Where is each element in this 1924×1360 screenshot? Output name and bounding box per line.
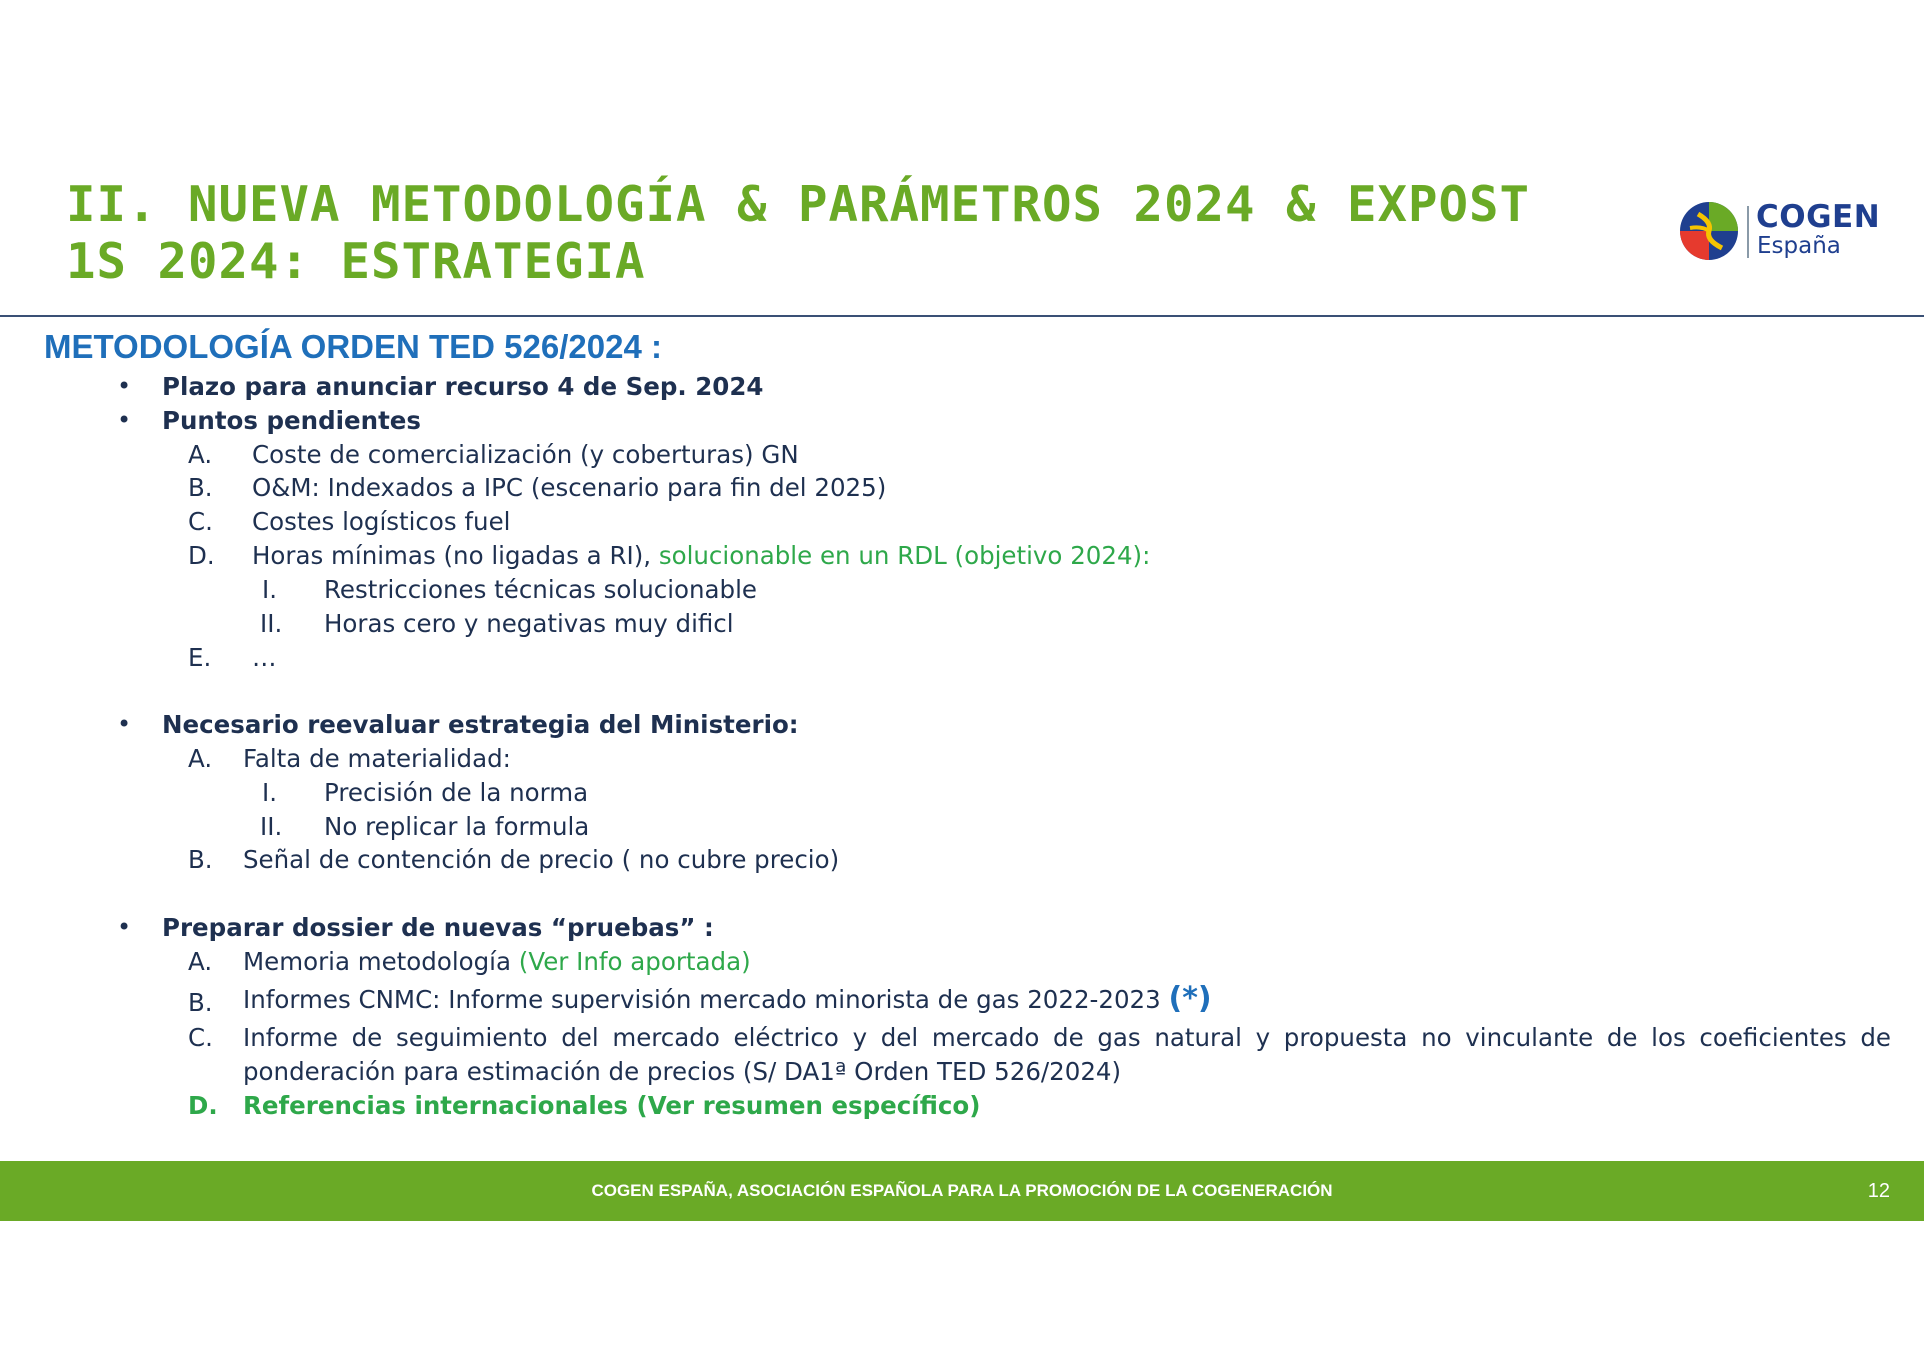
sublist-item: Horas cero y negativas muy dificl	[324, 609, 734, 638]
list-item: …	[252, 643, 277, 672]
list-item-text: Informes CNMC: Informe supervisión mercado minorista de gas 2022-2023	[243, 985, 1169, 1014]
list-marker: C.	[188, 507, 213, 536]
sublist-marker: II.	[260, 609, 283, 638]
sublist-marker: II.	[260, 812, 283, 841]
list-marker: B.	[188, 988, 213, 1017]
logo-subtitle: España	[1757, 233, 1841, 259]
bullet-reevaluate-strategy: Necesario reevaluar estrategia del Ministerio:	[162, 710, 799, 739]
bullet-glyph: •	[117, 406, 132, 434]
list-marker: D.	[188, 1091, 218, 1120]
cogen-logo	[1678, 199, 1881, 264]
list-item: Informe de seguimiento del mercado eléctrico y del mercado de gas natural y propuesta no vinculante de los coeficientes de ponderación para estimación de precios (S/ DA1ª Orden TED 526/2024)	[243, 1023, 1891, 1086]
bullet-glyph: •	[117, 372, 132, 400]
list-item: O&M: Indexados a IPC (escenario para fin del 2025)	[252, 473, 887, 502]
list-item: Señal de contención de precio ( no cubre precio)	[243, 845, 840, 874]
footer-bar	[0, 1161, 1924, 1221]
footer-text: COGEN ESPAÑA, ASOCIACIÓN ESPAÑOLA PARA LA PROMOCIÓN DE LA COGENERACIÓN	[591, 1181, 1333, 1200]
list-item: Costes logísticos fuel	[252, 507, 511, 536]
list-marker: A.	[188, 440, 213, 469]
list-marker: A.	[188, 947, 213, 976]
bullet-prepare-dossier: Preparar dossier de nuevas “pruebas” :	[162, 913, 714, 942]
sublist-marker: I.	[262, 575, 278, 604]
list-marker: E.	[188, 643, 212, 672]
slide-title-line-2: 1S 2024: ESTRATEGIA	[66, 233, 646, 290]
sublist-marker: I.	[262, 778, 278, 807]
list-item-link[interactable]: Referencias internacionales (Ver resumen específico)	[243, 1091, 981, 1120]
bullet-pending-points: Puntos pendientes	[162, 406, 421, 435]
sublist-item: No replicar la formula	[324, 812, 590, 841]
sublist-item: Restricciones técnicas solucionable	[324, 575, 757, 604]
bullet-deadline: Plazo para anunciar recurso 4 de Sep. 2024	[162, 372, 764, 401]
page-number: 12	[1867, 1180, 1890, 1202]
list-item-text: Memoria metodología	[243, 947, 519, 976]
list-item-highlight: solucionable en un RDL (objetivo 2024):	[658, 541, 1151, 570]
list-item	[243, 946, 751, 978]
list-item: Coste de comercialización (y coberturas) GN	[252, 440, 799, 469]
slide-title	[66, 176, 1666, 290]
list-item	[252, 540, 1150, 572]
cogen-logo-icon	[1678, 200, 1740, 262]
logo-separator	[1747, 206, 1749, 258]
list-marker: B.	[188, 845, 213, 874]
list-item: Falta de materialidad:	[243, 744, 511, 773]
list-item-link[interactable]: (Ver Info aportada)	[518, 947, 751, 976]
list-item	[243, 983, 1212, 1016]
list-marker: B.	[188, 473, 213, 502]
section-heading: METODOLOGÍA ORDEN TED 526/2024 :	[44, 328, 662, 365]
bullet-glyph: •	[117, 913, 132, 941]
list-marker: A.	[188, 744, 213, 773]
header-divider	[0, 315, 1924, 317]
slide-title-line-1: II. NUEVA METODOLOGÍA & PARÁMETROS 2024 & EXPOST	[66, 176, 1531, 233]
bullet-glyph: •	[117, 710, 132, 738]
logo-name: COGEN	[1756, 199, 1881, 235]
list-item-text: Horas mínimas (no ligadas a RI),	[252, 541, 659, 570]
sublist-item: Precisión de la norma	[324, 778, 589, 807]
list-marker: C.	[188, 1023, 213, 1052]
list-marker: D.	[188, 541, 215, 570]
footnote-marker[interactable]: (*)	[1168, 981, 1212, 1016]
